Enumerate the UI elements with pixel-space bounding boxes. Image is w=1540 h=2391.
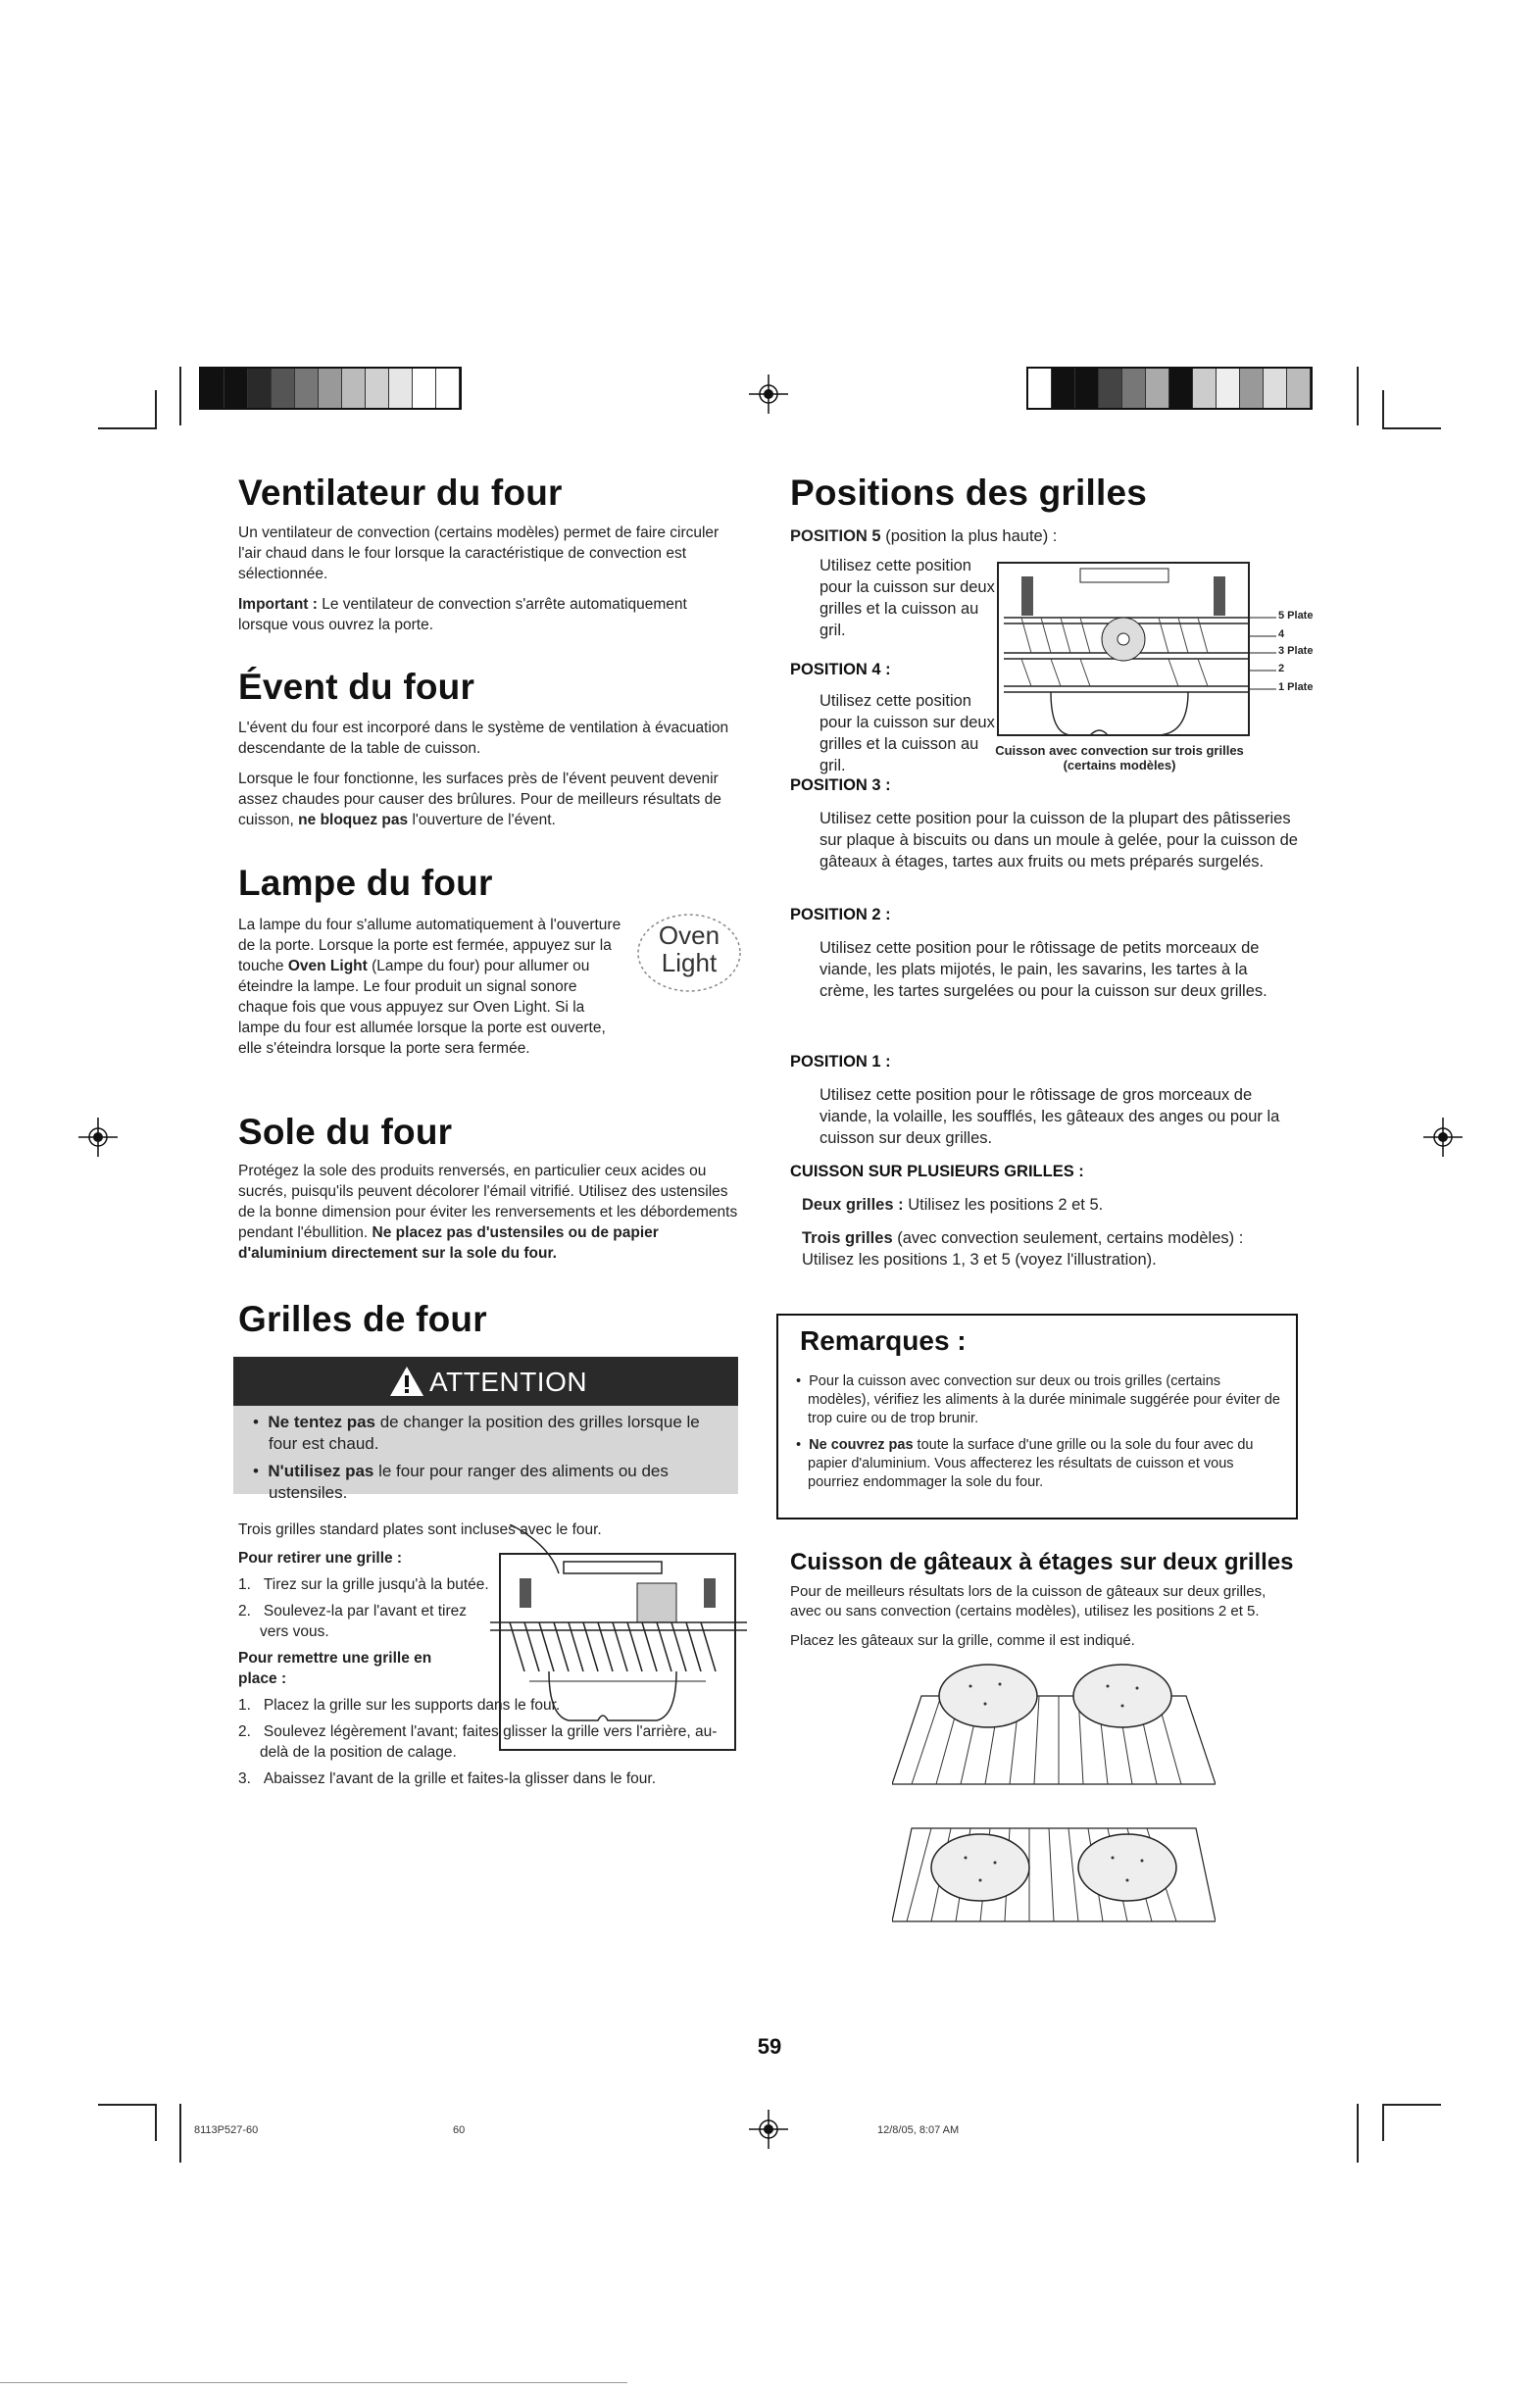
position-3-label: POSITION 3 : [790, 776, 891, 794]
fan-text [238, 523, 738, 645]
trim-line [0, 2382, 627, 2383]
warning-box [233, 1357, 738, 1502]
warning-item: • N'utilisez pas le four pour ranger des aliments ou des ustensiles. [253, 1462, 669, 1502]
footer-code: 8113P527-60 [194, 2124, 259, 2136]
registration-mark-icon [1423, 1118, 1463, 1157]
two-racks-text: Deux grilles : Utilisez les positions 2 et 5. [802, 1196, 1104, 1214]
replace-rack-title: Pour remettre une grille en place : [238, 1650, 432, 1687]
footer-page: 60 [453, 2124, 466, 2136]
racks-intro: Trois grilles standard plates sont incluses avec le four. [238, 1521, 602, 1538]
position-2-text: Utilisez cette position pour le rôtissage de petits morceaux de viande, les plats mijotés, le pain, les savarins, les tartes à la crème, les tartes surgelées ou pour la cuisson sur deux grilles. [820, 939, 1267, 1000]
important-label: Important : [238, 596, 318, 613]
cakes-placement-paragraph: Placez les gâteaux sur la grille, comme il est indiqué. [790, 1632, 1135, 1649]
replace-step: 1. Placez la grille sur les supports dans le four. [238, 1697, 561, 1714]
position-2-label: POSITION 2 : [790, 906, 891, 923]
warning-triangle-icon [388, 1365, 425, 1398]
section-title-rack-positions: Positions des grilles [790, 473, 1148, 513]
warning-list [249, 1412, 729, 1504]
crop-mark [1382, 2104, 1441, 2106]
fan-paragraph: Un ventilateur de convection (certains modèles) permet de faire circuler l'air chaud dans le four lorsque la caractéristique de convection est sélectionnée. [238, 524, 720, 582]
crop-mark [1357, 2104, 1359, 2163]
crop-mark [98, 2104, 157, 2106]
important-text: Le ventilateur de convection s'arrête automatiquement lorsque vous ouvrez la porte. [238, 596, 687, 633]
note-item: • Ne couvrez pas toute la surface d'une grille ou la sole du four avec du papier d'aluminium. Vous affecterez les résultats de cuisson et vous pourriez endommager la sole du four. [796, 1437, 1254, 1490]
crop-mark [1382, 427, 1441, 429]
registration-mark-icon [78, 1118, 118, 1157]
crop-mark [1382, 2104, 1384, 2141]
position-3-text: Utilisez cette position pour la cuisson de la plupart des pâtisseries sur plaque à biscuits ou dans un moule à gelée, pour la cuisson de gâteaux à étages, tartes aux fruits ou mets préparés surgelés. [820, 810, 1298, 871]
diagram-caption: Cuisson avec convection sur trois grilles (certains modèles) [995, 743, 1244, 772]
cakes-text [790, 1582, 1300, 1661]
position-5-heading: POSITION 5 (position la plus haute) : [790, 527, 1058, 545]
lamp-text-top [238, 915, 625, 1059]
multi-rack-label: CUISSON SUR PLUSIEURS GRILLES : [790, 1163, 1084, 1180]
diagram-label-4: 4 [1278, 628, 1285, 640]
note-item: • Pour la cuisson avec convection sur deux ou trois grilles (certains modèles), vérifiez les aliments à la durée minimale suggérée pour éviter de trop cuire ou de trop brunir. [796, 1373, 1280, 1426]
section-title-fan: Ventilateur du four [238, 473, 563, 513]
sole-text [238, 1161, 740, 1273]
remove-step: 1. Tirez sur la grille jusqu'à la butée. [238, 1576, 489, 1593]
position-4-label: POSITION 4 : [790, 661, 891, 678]
crop-mark [1357, 367, 1359, 425]
replace-step: 3. Abaissez l'avant de la grille et faites-la glisser dans le four. [238, 1770, 656, 1787]
oven-light-button-label: Oven Light [658, 921, 720, 977]
page-number: 59 [757, 2034, 782, 2059]
footer-date: 12/8/05, 8:07 AM [877, 2124, 960, 2136]
cakes-paragraph: Pour de meilleurs résultats lors de la cuisson de gâteaux sur deux grilles, avec ou sans convection (certains modèles), utilisez les positions 2 et 5. [790, 1583, 1267, 1619]
warning-title: ATTENTION [429, 1367, 588, 1397]
section-title-sole: Sole du four [238, 1112, 453, 1152]
lamp-paragraph: La lampe du four s'allume automatiquement à l'ouverture de la porte. Lorsque la porte est fermée, appuyez sur la touche Oven Light (Lampe du four) pour allumer ou éteindre la lampe. Le four produit un signal sonore chaque fois que vous appuyez sur Oven Light. Si la lampe du four est allumée lorsque la porte est ouverte, elle s'éteindra lorsque la porte sera fermée. [238, 917, 621, 1057]
remove-rack-title: Pour retirer une grille : [238, 1550, 403, 1567]
warning-item: • Ne tentez pas de changer la position des grilles lorsque le four est chaud. [253, 1413, 700, 1453]
diagram-label-5: 5 Plate [1278, 610, 1314, 622]
section-title-lamp: Lampe du four [238, 863, 493, 903]
crop-mark [155, 2104, 157, 2141]
position-5-text: Utilisez cette position pour la cuisson sur deux grilles et la cuisson au gril. [820, 557, 995, 639]
color-registration-bar [1026, 367, 1313, 410]
replace-step: 2. Soulevez légèrement l'avant; faites glisser la grille vers l'arrière, au-delà de la position de calage. [238, 1723, 718, 1761]
notes-list [792, 1372, 1282, 1492]
vent-warning-paragraph: Lorsque le four fonctionne, les surfaces près de l'évent peuvent devenir assez chaudes pour causer des brûlures. Pour de meilleurs résultats de cuisson, ne bloquez pas l'ouverture de l'évent. [238, 771, 721, 828]
registration-mark-icon [749, 2110, 788, 2149]
position-5-label: POSITION 5 [790, 527, 881, 545]
cakes-section-title: Cuisson de gâteaux à étages sur deux grilles [790, 1549, 1294, 1575]
section-title-racks: Grilles de four [238, 1299, 487, 1339]
vent-text [238, 718, 738, 840]
diagram-label-2: 2 [1278, 663, 1285, 674]
oven-rack-removal-illustration [490, 1524, 747, 1760]
fan-important-paragraph [238, 594, 738, 635]
position-4-text: Utilisez cette position pour la cuisson sur deux grilles et la cuisson au gril. [820, 692, 995, 774]
notes-box [776, 1314, 1298, 1519]
diagram-label-3: 3 Plate [1278, 645, 1314, 657]
vent-paragraph: L'évent du four est incorporé dans le système de ventilation à évacuation descendante de la table de cuisson. [238, 720, 729, 757]
crop-mark [1382, 390, 1384, 427]
notes-title: Remarques : [800, 1325, 967, 1356]
remove-step: 2. Soulevez-la par l'avant et tirez vers vous. [238, 1603, 468, 1640]
registration-mark-icon [749, 374, 788, 414]
position-1-text: Utilisez cette position pour le rôtissage de gros morceaux de viande, la volaille, les soufflés, les gâteaux des anges ou pour la cuisson sur deux grilles. [820, 1086, 1280, 1147]
section-title-vent: Évent du four [238, 667, 475, 707]
diagram-label-1: 1 Plate [1278, 681, 1314, 693]
crop-mark [179, 2104, 181, 2163]
color-registration-bar [199, 367, 462, 410]
crop-mark [98, 427, 157, 429]
cakes-on-racks-illustration [892, 1657, 1216, 1931]
crop-mark [155, 390, 157, 427]
three-racks-text: Trois grilles (avec convection seulement, certains modèles) : Utilisez les positions 1, 3 et 5 (voyez l'illustration). [802, 1229, 1244, 1269]
crop-mark [179, 367, 181, 425]
position-1-label: POSITION 1 : [790, 1053, 891, 1071]
sole-paragraph: Protégez la sole des produits renversés, en particulier ceux acides ou sucrés, puisqu'ils peuvent décolorer l'émail vitrifié. Utilisez des ustensiles de la bonne dimension pour éviter les renversements et les débordements pendant l'ébullition. Ne placez pas d'ustensiles ou de papier d'aluminium directement sur la sole du four. [238, 1163, 738, 1262]
